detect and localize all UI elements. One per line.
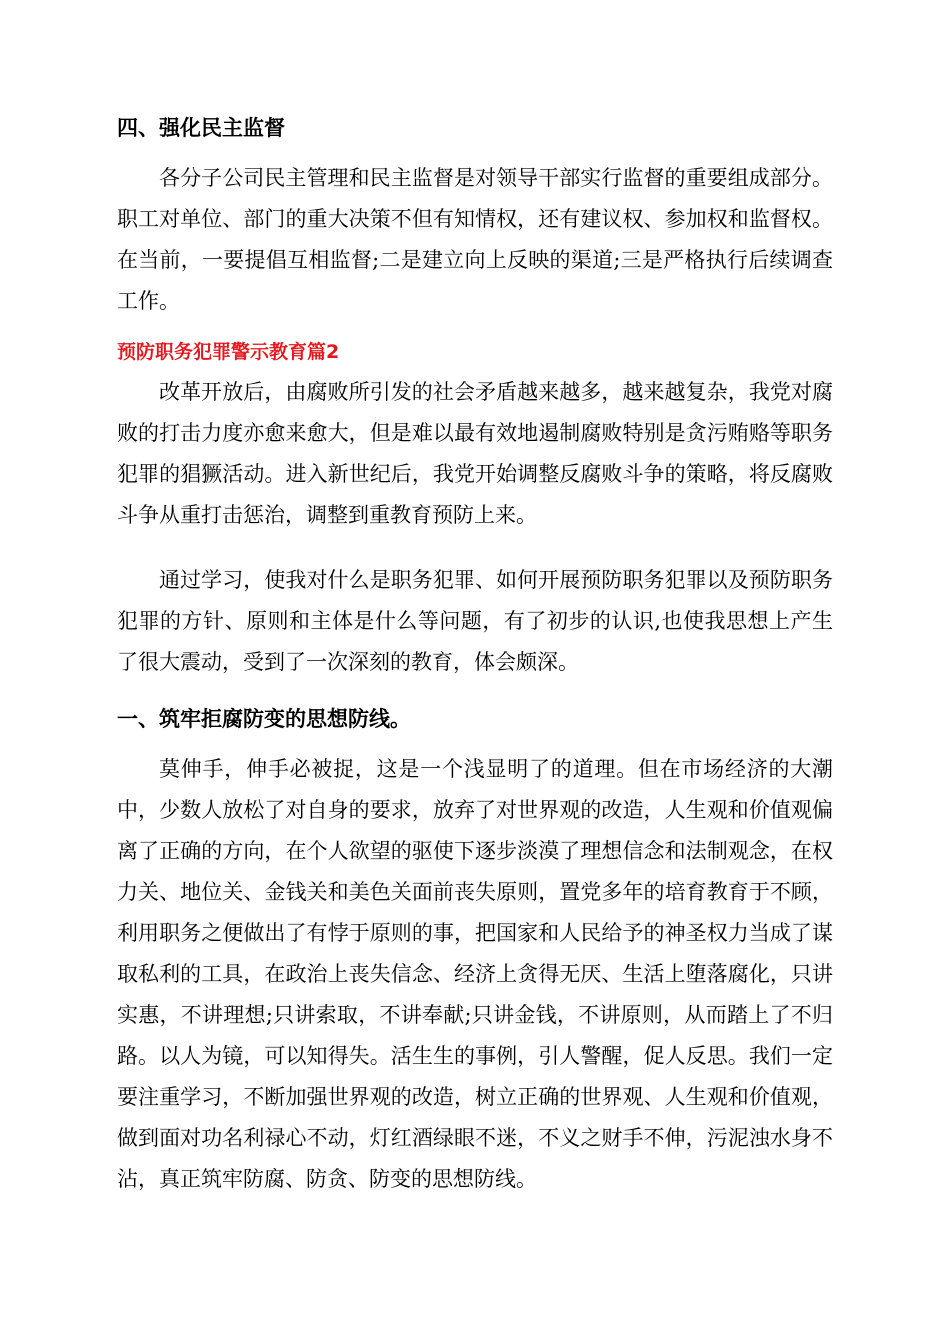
article-title: 预防职务犯罪警示教育篇2 [117,341,340,363]
section-heading-1: 一、筑牢拒腐防变的思想防线。 [117,707,411,731]
document-page [117,108,833,1200]
section-heading-4: 四、强化民主监督 [117,116,285,140]
paragraph-intro: 改革开放后，由腐败所引发的社会矛盾越来越多，越来越复杂，我党对腐败的打击力度亦愈来愈大，但是难以最有效地遏制腐败特别是贪污贿赂等职务犯罪的猖獗活动。进入新世纪后，我党开始调整反腐败斗争的策略，将反腐败斗争从重打击惩治，调整到重教育预防上来。 [117,380,833,527]
paragraph-ideological-defense: 莫伸手，伸手必被捉，这是一个浅显明了的道理。但在市场经济的大潮中，少数人放松了对自身的要求，放弃了对世界观的改造，人生观和价值观偏离了正确的方向，在个人欲望的驱使下逐步淡漠了理想信念和法制观念，在权力关、地位关、金钱关和美色关面前丧失原则，置党多年的培育教育于不顾，利用职务之便做出了有悖于原则的事，把国家和人民给予的神圣权力当成了谋取私利的工具，在政治上丧失信念、经济上贪得无厌、生活上堕落腐化，只讲实惠，不讲理想;只讲索取，不讲奉献;只讲金钱，不讲原则，从而踏上了不归路。以人为镜，可以知得失。活生生的事例，引人警醒，促人反思。我们一定要注重学习，不断加强世界观的改造，树立正确的世界观、人生观和价值观，做到面对功名利禄心不动，灯红酒绿眼不迷，不义之财手不伸，污泥浊水身不沾，真正筑牢防腐、防贪、防变的思想防线。 [117,757,833,1191]
paragraph-study: 通过学习，使我对什么是职务犯罪、如何开展预防职务犯罪以及预防职务犯罪的方针、原则和主体是什么等问题，有了初步的认识,也使我思想上产生了很大震动，受到了一次深刻的教育，体会颇深。 [117,568,833,674]
paragraph-democratic-supervision: 各分子公司民主管理和民主监督是对领导干部实行监督的重要组成部分。职工对单位、部门的重大决策不但有知情权，还有建议权、参加权和监督权。在当前，一要提倡互相监督;二是建立向上反映的渠道;三是严格执行后续调查工作。 [117,166,833,313]
